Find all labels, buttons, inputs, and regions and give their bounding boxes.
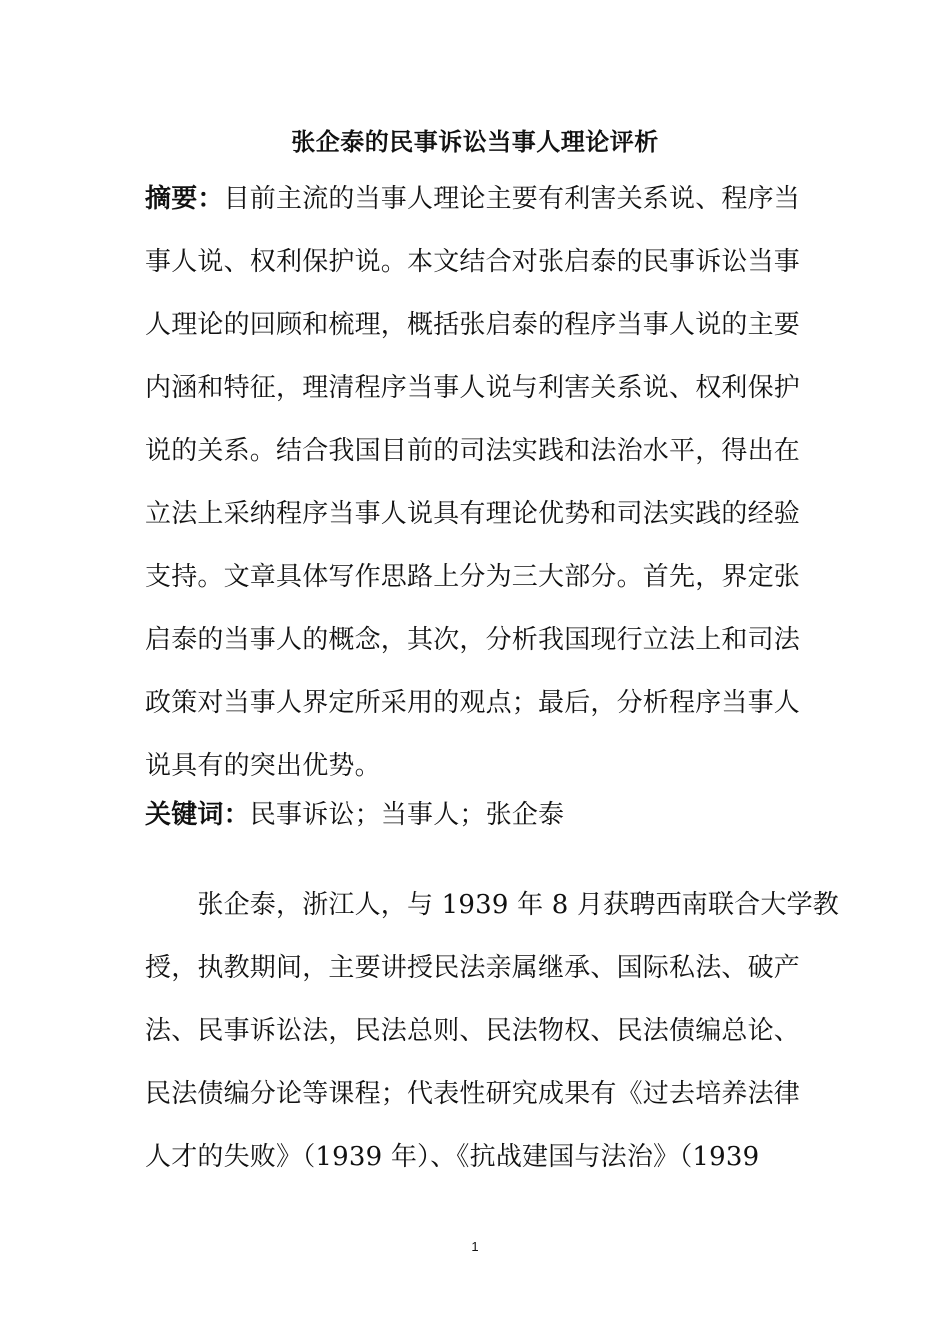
keywords-section bbox=[145, 784, 805, 847]
abstract-section bbox=[145, 168, 805, 798]
body-line: 张企泰，浙江人，与 1939 年 8 月获聘西南联合大学教 bbox=[145, 890, 839, 920]
body-line: 授，执教期间，主要讲授民法亲属继承、国际私法、破产 bbox=[145, 953, 801, 983]
abstract-line: 支持。文章具体写作思路上分为三大部分。首先，界定张 bbox=[145, 562, 801, 592]
abstract-line: 启泰的当事人的概念，其次，分析我国现行立法上和司法 bbox=[145, 625, 801, 655]
abstract-line: 说具有的突出优势。 bbox=[145, 751, 381, 781]
abstract-text: 目前主流的当事人理论主要有利害关系说、程序当 bbox=[223, 184, 801, 214]
body-line: 人才的失败》（1939 年）、《抗战建国与法治》（1939 bbox=[145, 1142, 760, 1172]
body-section bbox=[145, 874, 839, 1189]
abstract-line: 事人说、权利保护说。本文结合对张启泰的民事诉讼当事 bbox=[145, 247, 801, 277]
body-line: 法、民事诉讼法，民法总则、民法物权、民法债编总论、 bbox=[145, 1016, 801, 1046]
abstract-line: 立法上采纳程序当事人说具有理论优势和司法实践的经验 bbox=[145, 499, 801, 529]
abstract-line: 人理论的回顾和梳理，概括张启泰的程序当事人说的主要 bbox=[145, 310, 801, 340]
abstract-line bbox=[145, 168, 805, 231]
document-title: 张企泰的民事诉讼当事人理论评析 bbox=[291, 128, 659, 156]
keywords-label: 关键词： bbox=[145, 800, 250, 830]
abstract-line: 政策对当事人界定所采用的观点；最后，分析程序当事人 bbox=[145, 688, 801, 718]
keywords-text: 民事诉讼；当事人；张企泰 bbox=[249, 800, 565, 830]
keywords-line bbox=[145, 784, 805, 847]
body-line: 民法债编分论等课程；代表性研究成果有《过去培养法律 bbox=[145, 1079, 801, 1109]
abstract-label: 摘要： bbox=[145, 184, 224, 214]
page-number: 1 bbox=[471, 1239, 479, 1254]
abstract-line: 内涵和特征，理清程序当事人说与利害关系说、权利保护 bbox=[145, 373, 801, 403]
abstract-line: 说的关系。结合我国目前的司法实践和法治水平，得出在 bbox=[145, 436, 801, 466]
